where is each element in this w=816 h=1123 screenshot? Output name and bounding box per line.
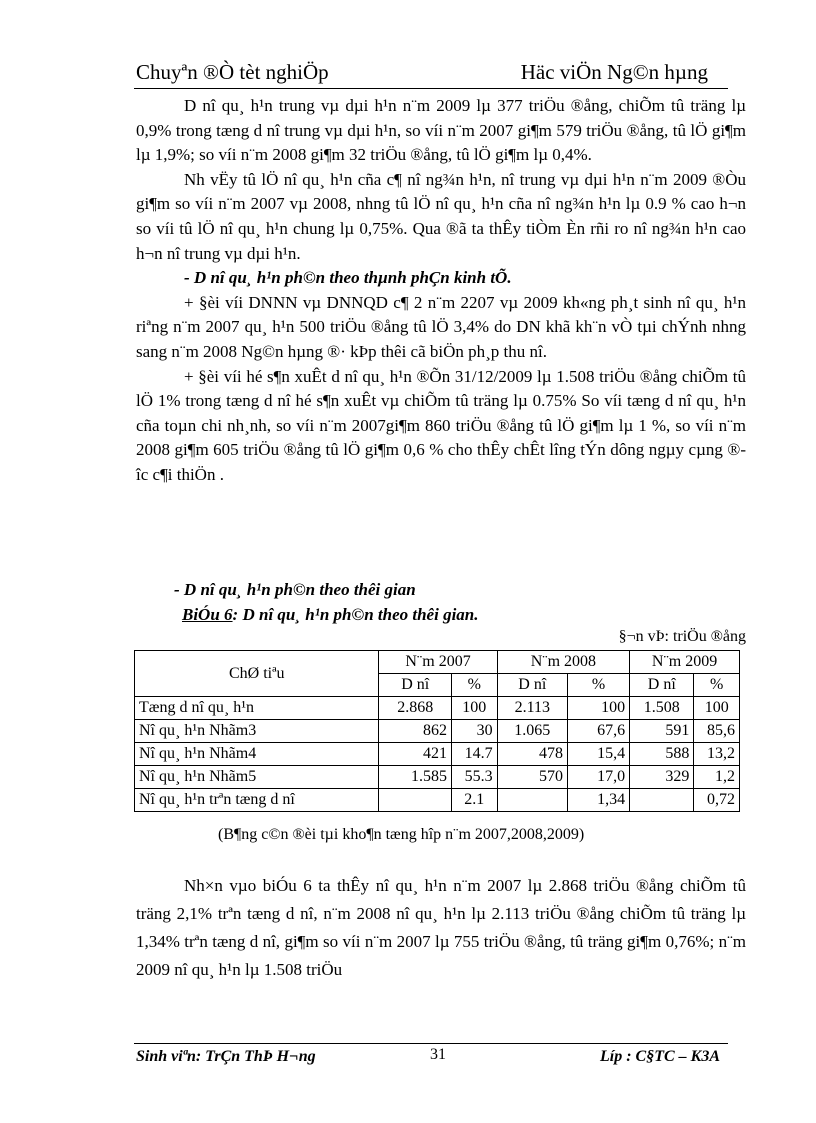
row-label: Nî qu¸ h¹n Nhãm5 <box>135 766 379 789</box>
page-footer <box>134 1043 728 1074</box>
header-year-2007: N¨m 2007 <box>379 651 497 674</box>
table-cell: 17,0 <box>568 766 630 789</box>
table-title-label: BiÓu 6 <box>182 604 233 624</box>
table-cell <box>379 789 452 812</box>
subheader-amount: D nî <box>379 674 452 697</box>
body-text-top <box>136 94 746 488</box>
table-row <box>135 720 740 743</box>
table-cell: 2.1 <box>452 789 498 812</box>
table-cell: 85,6 <box>694 720 740 743</box>
table-row <box>135 789 740 812</box>
table-cell: 1,34 <box>568 789 630 812</box>
table-heading-block <box>174 578 734 627</box>
paragraph-8: Nh×n vµo biÓu 6 ta thÊy nî qu¸ h¹n n¨m 2007 lµ 2.868 triÖu ®ång chiÕm tû träng 2,1% trªn tæng d nî, n¨m 2008 nî qu¸ h¹n lµ 2.113 triÖu ®ång chiÕm tû träng lµ 1,34% trªn tæng d nî, gi¶m so víi n¨m 2007 lµ 755 triÖu ®ång, tû träng gi¶m 0,76%; n¨m 2009 nî qu¸ h¹n lµ 1.508 triÖu <box>136 876 746 979</box>
paragraph-5: + §èi víi hé s¶n xuÊt d nî qu¸ h¹n ®Õn 31/12/2009 lµ 1.508 triÖu ®ång chiÕm tû lÖ 1% trong tæng d nî hé s¶n xuÊt vµ chiÕm tû träng lµ 0.75% So víi tæng d nî qu¸ h¹n cña toµn chi nh¸nh, so víi n¨m 2007gi¶m 860 triÖu ®ång tû lÖ gi¶m lµ 1 %, so víi n¨m 2008 gi¶m 605 triÖu ®ång tû lÖ gi¶m 0,6 % cho thÊy chÊt lîng tÝn dông ngµy cµng ®îc c¶i thiÖn . <box>136 366 746 484</box>
header-criteria: ChØ tiªu <box>135 651 379 697</box>
page-header <box>134 56 728 89</box>
table-cell: 67,6 <box>568 720 630 743</box>
subheader-percent: % <box>568 674 630 697</box>
subheader-percent: % <box>452 674 498 697</box>
table-cell: 15,4 <box>568 743 630 766</box>
subheader-percent: % <box>694 674 740 697</box>
body-text-bottom <box>136 872 746 984</box>
paragraph-2: Nh vËy tû lÖ nî qu¸ h¹n cña c¶ nî ng¾n h¹n, nî trung vµ dµi h¹n n¨m 2009 ®Òu gi¶m so víi n¨m 2007 vµ 2008, nhng tû lÖ nî qu¸ h¹n cña nî ng¾n h¹n lµ 0.9 % cao h¬n so víi tû lÖ nî qu¸ h¹n chung lµ 0,75%. Qua ®ã ta thÊy tiÒm Èn rñi ro nî ng¾n h¹n cao h¬n nî trung vµ dµi h¹n. <box>136 169 746 263</box>
table-source-note: (B¶ng c©n ®èi tµi kho¶n tæng hîp n¨m 2007,2008,2009) <box>218 826 585 843</box>
table-cell: 1.508 <box>630 697 694 720</box>
table-cell: 55.3 <box>452 766 498 789</box>
table-cell: 13,2 <box>694 743 740 766</box>
table-cell: 1.585 <box>379 766 452 789</box>
table-cell: 478 <box>497 743 567 766</box>
table-cell: 14.7 <box>452 743 498 766</box>
footer-student: Sinh viªn: TrÇn ThÞ H¬ng <box>136 1048 316 1065</box>
table-cell: 570 <box>497 766 567 789</box>
footer-class: Líp : C§TC – K3A <box>599 1048 720 1065</box>
table-cell <box>497 789 567 812</box>
paragraph-1: D nî qu¸ h¹n trung vµ dµi h¹n n¨m 2009 lµ 377 triÖu ®ång, chiÕm tû träng lµ 0,9% trong tæng d nî trung vµ dµi h¹n, so víi n¨m 2007 gi¶m 579 triÖu ®ång, tû lÖ gi¶m lµ 1,9%; so víi n¨m 2008 gi¶m 32 triÖu ®ång, tû lÖ gi¶m lµ 0,4%. <box>136 96 746 165</box>
table-cell: 329 <box>630 766 694 789</box>
section-heading-economic: - D nî qu¸ h¹n ph©n theo thµnh phÇn kinh tÕ. <box>184 268 512 288</box>
table-row <box>135 743 740 766</box>
table-cell: 591 <box>630 720 694 743</box>
paragraph-4: + §èi víi DNNN vµ DNNQD c¶ 2 n¨m 2207 vµ 2009 kh«ng ph¸t sinh nî qu¸ h¹n riªng n¨m 2007 qu¸ h¹n 500 triÖu ®ång tû lÖ 3,4% do DN khã kh¨n vÒ tµi chÝnh nhng sang n¨m 2008 Ng©n hµng ®· kÞp thêi cã biÖn ph¸p thu nî. <box>136 292 746 361</box>
table-cell: 100 <box>694 697 740 720</box>
table-cell: 1,2 <box>694 766 740 789</box>
subheader-amount: D nî <box>630 674 694 697</box>
table-cell: 862 <box>379 720 452 743</box>
table-cell: 100 <box>568 697 630 720</box>
subheader-amount: D nî <box>497 674 567 697</box>
table-cell: 588 <box>630 743 694 766</box>
table-cell: 2.113 <box>497 697 567 720</box>
header-right: Häc viÖn Ng©n hµng <box>520 60 708 84</box>
header-year-2008: N¨m 2008 <box>497 651 630 674</box>
table-row <box>135 697 740 720</box>
row-label: Nî qu¸ h¹n trªn tæng d nî <box>135 789 379 812</box>
table-cell: 100 <box>452 697 498 720</box>
row-label: Nî qu¸ h¹n Nhãm3 <box>135 720 379 743</box>
header-year-2009: N¨m 2009 <box>630 651 740 674</box>
section-heading-time: - D nî qu¸ h¹n ph©n theo thêi gian <box>174 580 416 599</box>
row-label: Tæng d nî qu¸ h¹n <box>135 697 379 720</box>
table-cell: 421 <box>379 743 452 766</box>
header-left: Chuyªn ®Ò tèt nghiÖp <box>136 60 329 84</box>
overdue-debt-table <box>134 650 740 812</box>
table-cell: 30 <box>452 720 498 743</box>
unit-label: §¬n vÞ: triÖu ®ång <box>618 628 746 645</box>
page-number: 31 <box>430 1046 446 1063</box>
table-title <box>182 603 734 628</box>
table-cell: 1.065 <box>497 720 567 743</box>
table-title-text: : D nî qu¸ h¹n ph©n theo thêi gian. <box>232 604 479 624</box>
table-cell: 2.868 <box>379 697 452 720</box>
table-cell: 0,72 <box>694 789 740 812</box>
table-cell <box>630 789 694 812</box>
row-label: Nî qu¸ h¹n Nhãm4 <box>135 743 379 766</box>
table-row <box>135 766 740 789</box>
